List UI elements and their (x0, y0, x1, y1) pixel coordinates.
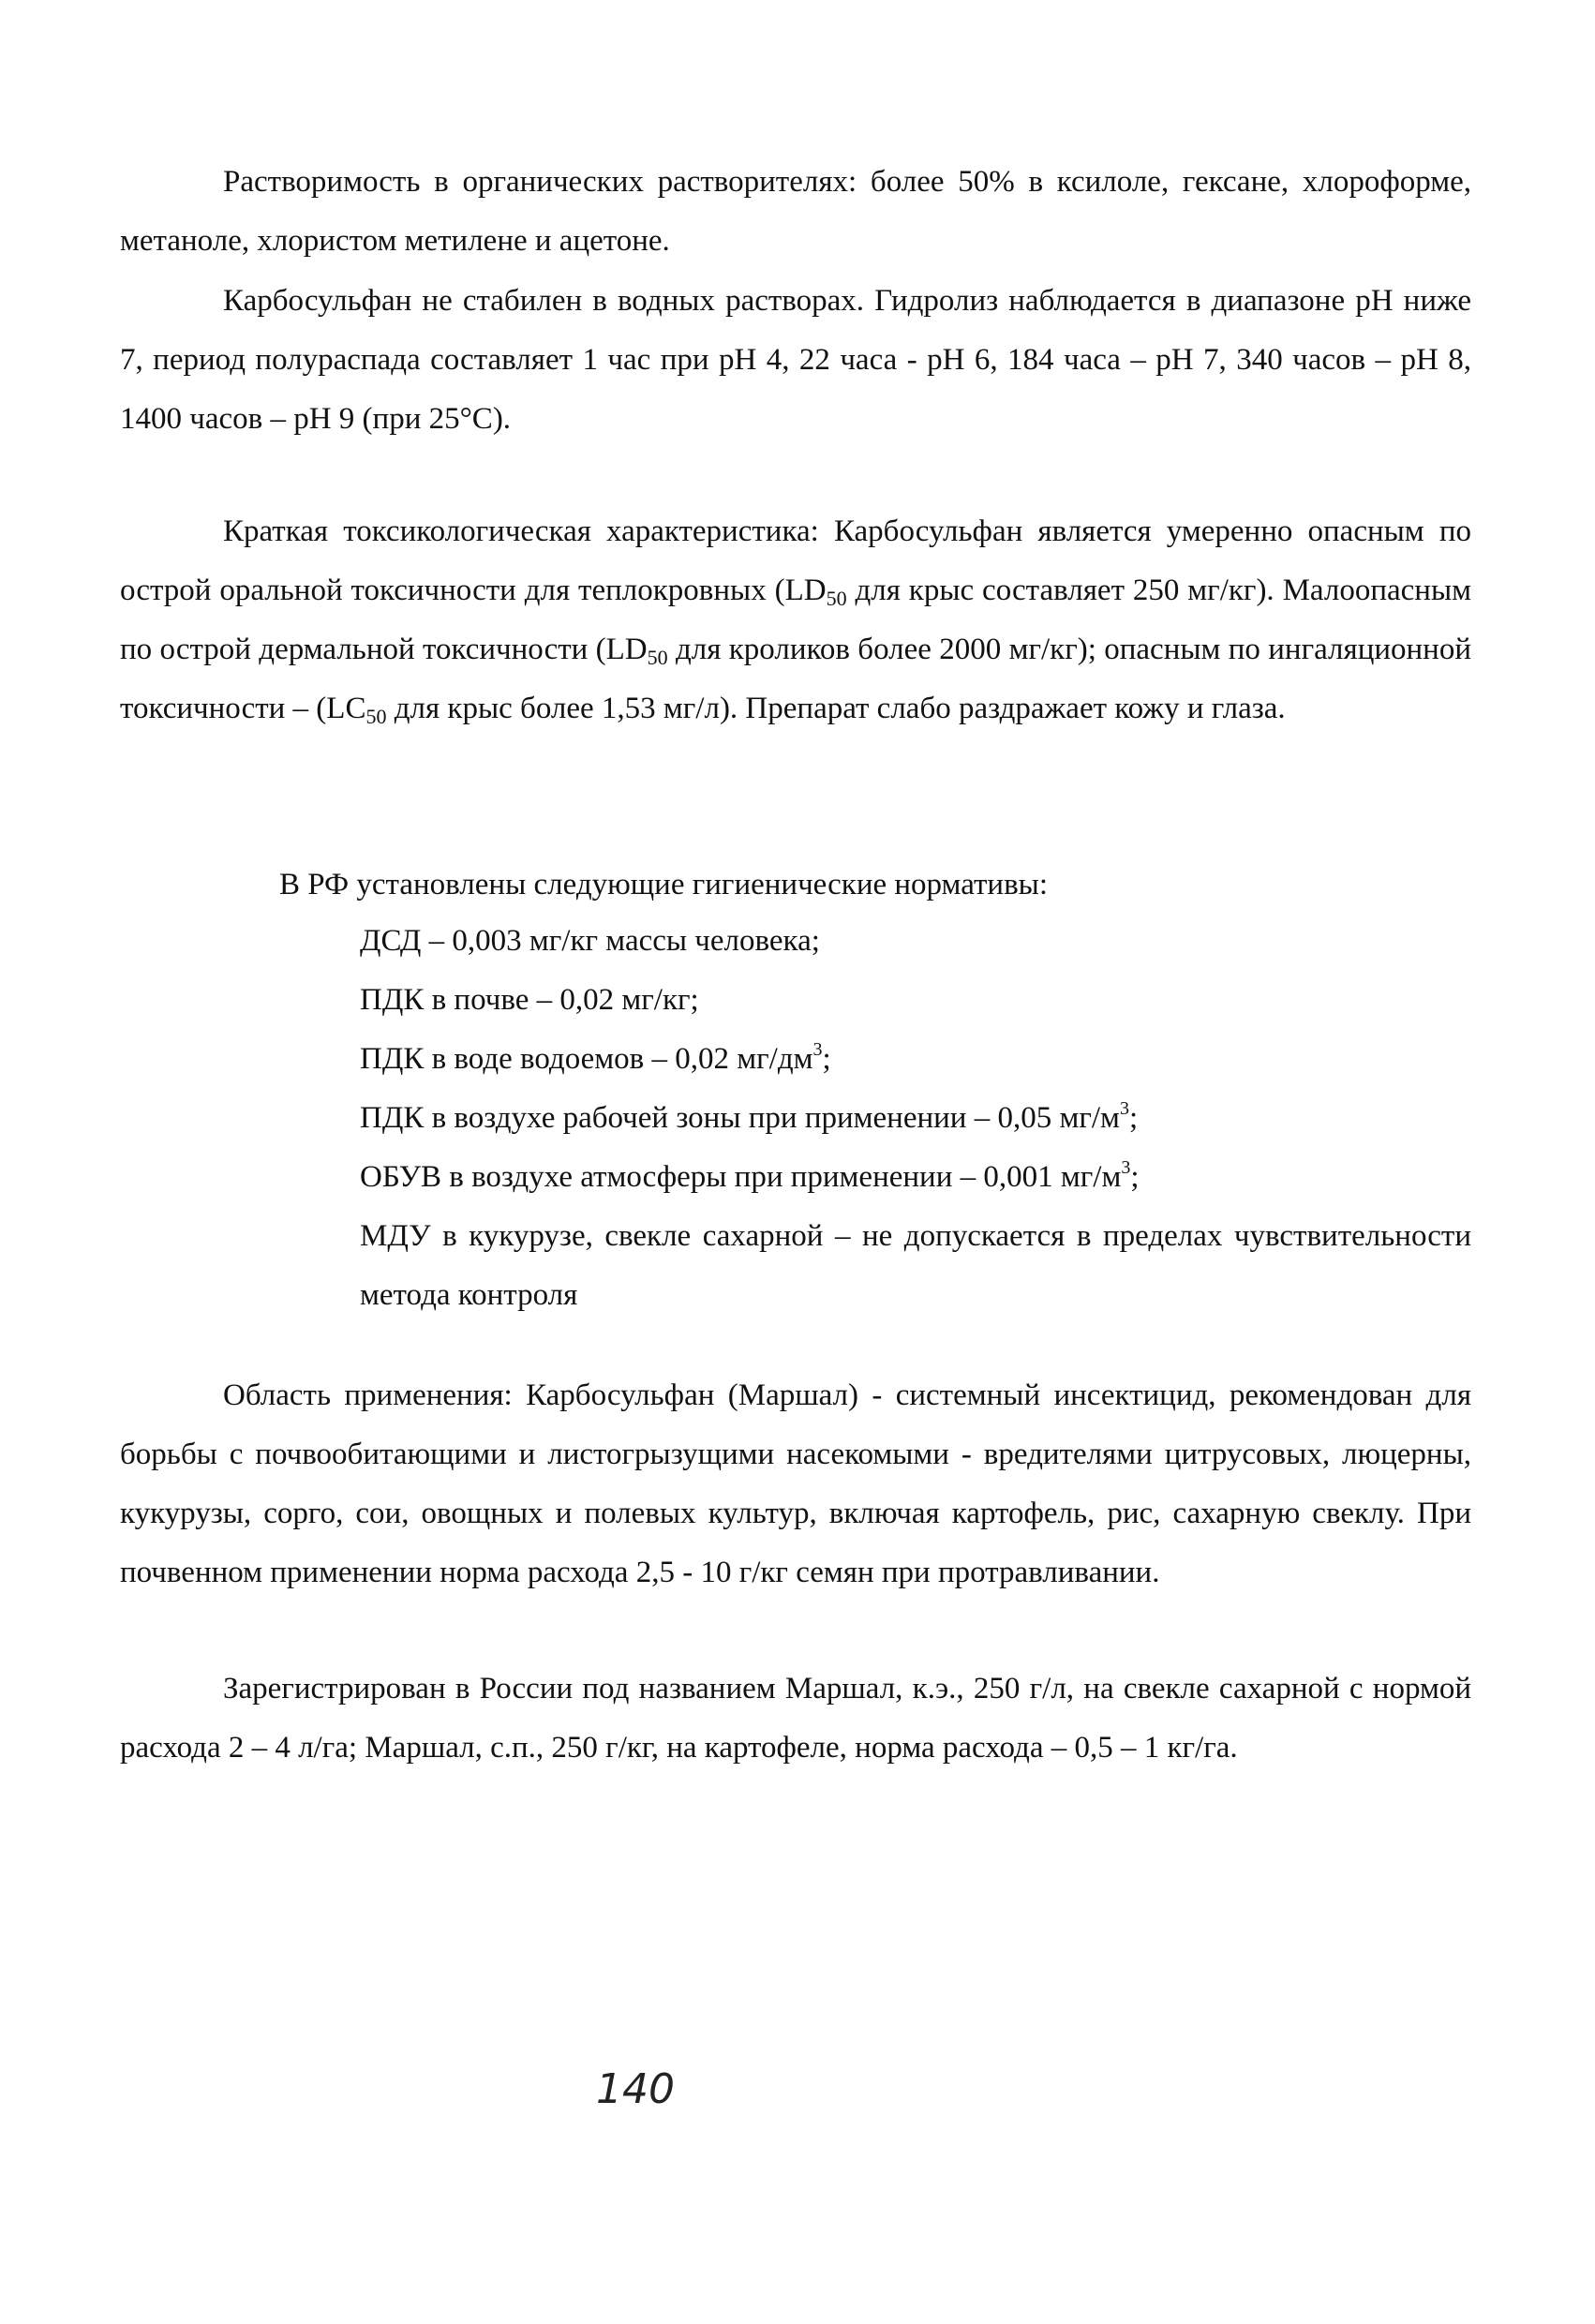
solubility-paragraph: Растворимость в органических растворителях: более 50% в ксилоле, гексане, хлороформе, метаноле, хлористом метилене и ацетоне. (120, 165, 1471, 258)
norm-dsd: ДСД – 0,003 мг/кг массы человека; (360, 924, 820, 958)
norm-pdk-water-tail: ; (822, 1042, 831, 1076)
norm-pdk-water-text: ПДК в воде водоемов – 0,02 мг/дм (360, 1042, 813, 1076)
hygienic-norms-list (360, 912, 1471, 1325)
toxicology-paragraph (120, 502, 1471, 738)
application-paragraph: Область применения: Карбосульфан (Маршал) - системный инсектицид, рекомендован для борьбы с почвообитающими и листогрызущими насекомыми - вредителями цитрусовых, люцерны, кукурузы, сорго, сои, овощных и полевых культур, включая картофель, рис, сахарную свеклу. При почвенном применении норма расхода 2,5 - 10 г/кг семян при протравливании. (120, 1378, 1471, 1589)
norm-mdu: МДУ в кукурузе, свекле сахарной – не допускается в пределах чувствительности метода контроля (360, 1219, 1471, 1312)
norm-pdk-soil: ПДК в почве – 0,02 мг/кг; (360, 983, 699, 1017)
toxicology-text-2: для крыс составляет 250 мг/кг). Малоопасным по острой дермальной токсичности (LD (120, 574, 1471, 666)
stability-paragraph: Карбосульфан не стабилен в водных растворах. Гидролиз наблюдается в диапазоне pH ниже 7, период полураспада составляет 1 час при pH 4, 22 часа - pH 6, 184 часа – pH 7, 340 часов – pH 8, 1400 часов – pH 9 (при 25°C). (120, 284, 1471, 436)
norm-pdk-work-text: ПДК в воздухе рабочей зоны при применении – 0,05 мг/м (360, 1101, 1120, 1135)
norm-obuv (360, 1148, 1471, 1207)
norm-pdk-work-sup: 3 (1119, 1098, 1129, 1119)
toxicology-subscript-2: 50 (647, 646, 668, 669)
toxicology-text-4: для крыс более 1,53 мг/л). Препарат слабо раздражает кожу и глаза. (386, 692, 1286, 725)
registration-paragraph: Зарегистрирован в России под названием Маршал, к.э., 250 г/л, на свекле сахарной с нормой расхода 2 – 4 л/га; Маршал, с.п., 250 г/кг, на картофеле, норма расхода – 0,5 – 1 кг/га. (120, 1672, 1471, 1765)
norm-obuv-tail: ; (1130, 1160, 1140, 1194)
toxicology-text-1: Краткая токсикологическая характеристика: Карбосульфан является умеренно опасным по острой оральной токсичности для теплокровных (LD (120, 514, 1471, 607)
norm-obuv-sup: 3 (1121, 1157, 1131, 1178)
norm-pdk-water (360, 1030, 1471, 1089)
norm-pdk-work-zone (360, 1089, 1471, 1148)
toxicology-subscript-1: 50 (826, 587, 847, 610)
page-number: 140 (596, 2065, 675, 2113)
norm-obuv-text: ОБУВ в воздухе атмосферы при применении – 0,001 мг/м (360, 1160, 1122, 1194)
toxicology-subscript-3: 50 (365, 705, 387, 728)
norm-pdk-water-sup: 3 (812, 1039, 823, 1060)
norm-pdk-work-tail: ; (1128, 1101, 1139, 1135)
norms-intro: В РФ установлены следующие гигиенические нормативы: (279, 868, 1049, 901)
toxicology-text-3: для кроликов более 2000 мг/кг); опасным по ингаляционной токсичности – (LC (120, 633, 1471, 725)
